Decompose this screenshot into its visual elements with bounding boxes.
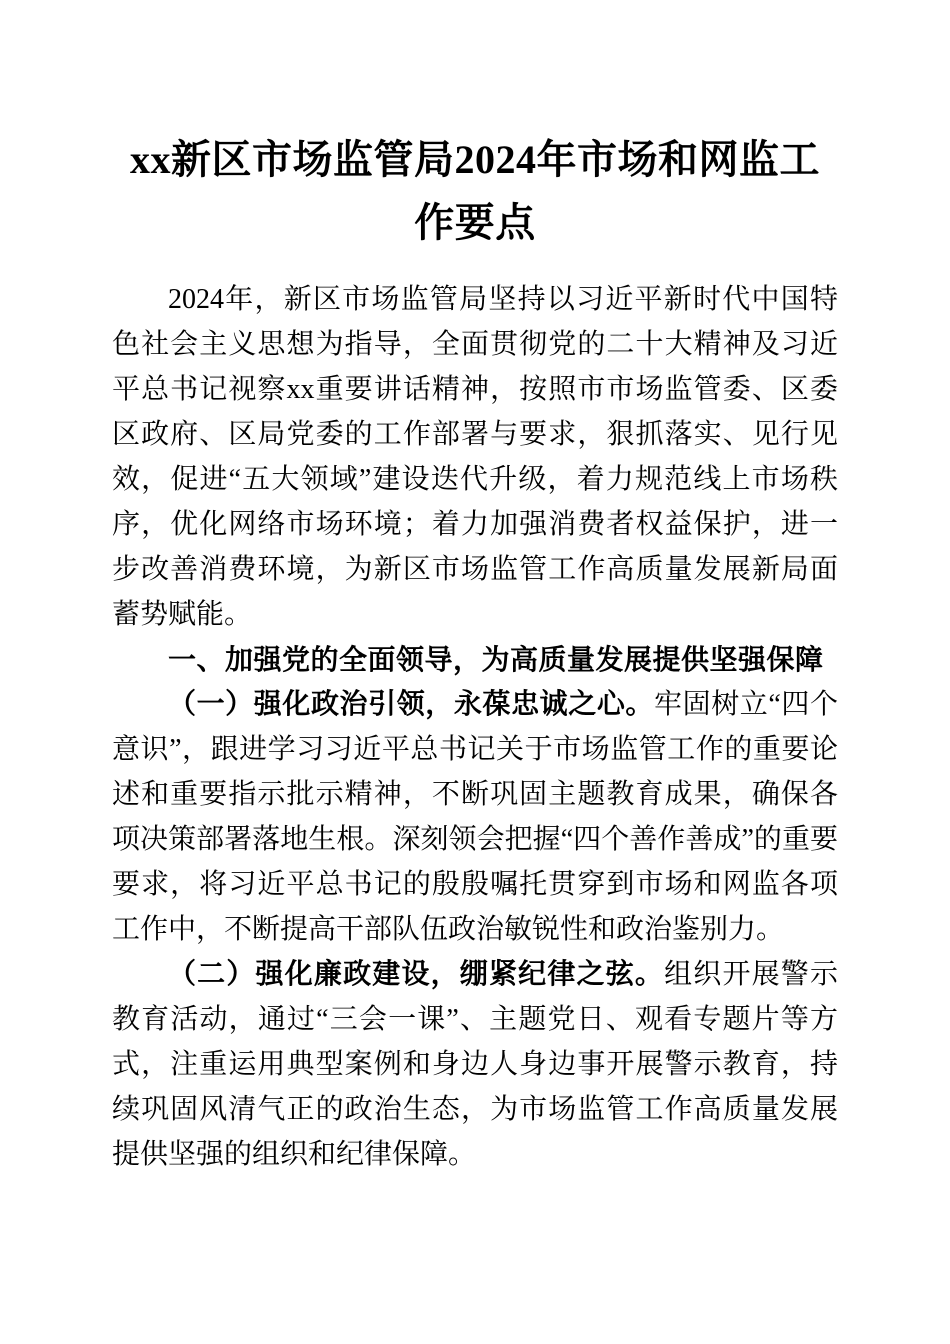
section-heading-1: 一、加强党的全面领导，为高质量发展提供坚强保障: [168, 644, 824, 675]
paragraph-1-text: 牢固树立“四个意识”，跟进学习习近平总书记关于市场监管工作的重要论述和重要指示批示精神，不断巩固主题教育成果，确保各项决策部署落地生根。深刻领会把握“四个善作善成”的重要要求，将习近平总书记的殷殷嘱托贯穿到市场和网监各项工作中，不断提高干部队伍政治敏锐性和政治鉴别力。: [112, 689, 838, 945]
paragraph-2: [112, 952, 838, 1177]
paragraph-1-lead: （一）强化政治引领，永葆忠诚之心。: [168, 689, 655, 720]
paragraph-2-text: 组织开展警示教育活动，通过“三会一课”、主题党日、观看专题片等方式，注重运用典型案例和身边人身边事开展警示教育，持续巩固风清气正的政治生态，为市场监管工作高质量发展提供坚强的组织和纪律保障。: [112, 959, 838, 1170]
paragraph-1: [112, 682, 838, 952]
paragraph-2-lead: （二）强化廉政建设，绷紧纪律之弦。: [168, 959, 665, 990]
document-title: xx新区市场监管局2024年市场和网监工作要点: [130, 137, 820, 245]
intro-paragraph: 2024年，新区市场监管局坚持以习近平新时代中国特色社会主义思想为指导，全面贯彻党的二十大精神及习近平总书记视察xx重要讲话精神，按照市市场监管委、区委区政府、区局党委的工作部署与要求，狠抓落实、见行见效，促进“五大领域”建设迭代升级，着力规范线上市场秩序，优化网络市场环境；着力加强消费者权益保护，进一步改善消费环境，为新区市场监管工作高质量发展新局面蓄势赋能。: [112, 284, 838, 630]
